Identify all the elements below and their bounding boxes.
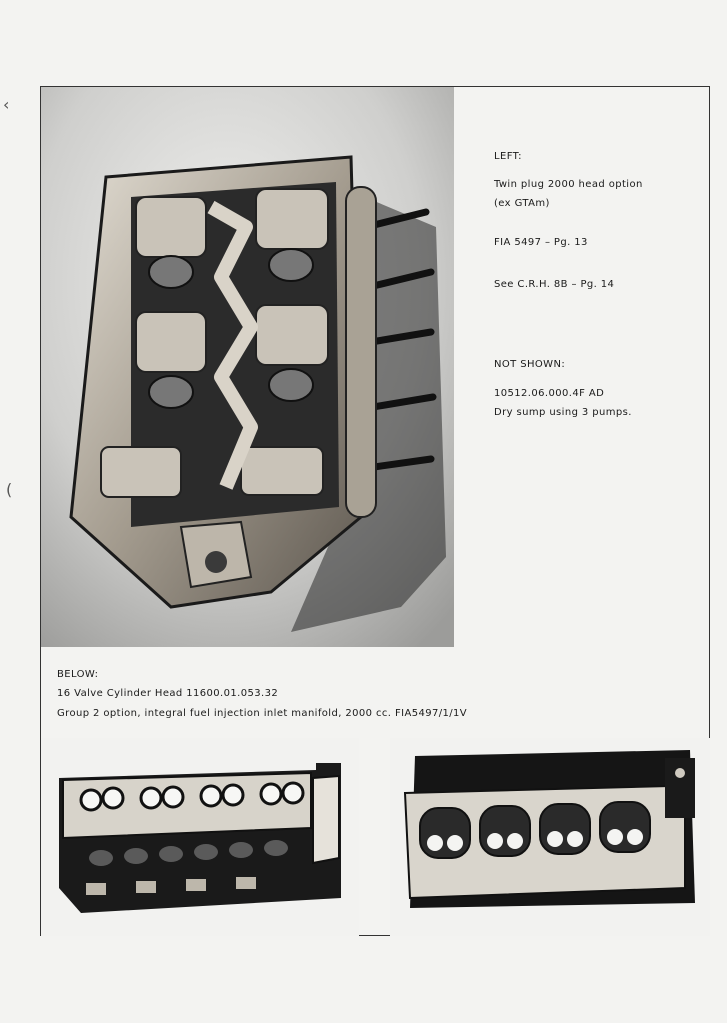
not-shown-line-2: Dry sump using 3 pumps. bbox=[494, 407, 632, 418]
below-line-1: 16 Valve Cylinder Head 11600.01.053.32 bbox=[57, 688, 279, 699]
cylinder-head-photo-bottom-right bbox=[390, 738, 710, 936]
left-line-3: FIA 5497 – Pg. 13 bbox=[494, 237, 588, 248]
left-line-2: (ex GTAm) bbox=[494, 198, 550, 209]
left-line-4: See C.R.H. 8B – Pg. 14 bbox=[494, 279, 615, 290]
left-heading: LEFT: bbox=[494, 151, 522, 162]
left-line-1: Twin plug 2000 head option bbox=[494, 179, 643, 190]
not-shown-heading: NOT SHOWN: bbox=[494, 359, 566, 370]
below-line-2: Group 2 option, integral fuel injection inlet manifold, 2000 cc. FIA5497/1/1V bbox=[57, 708, 468, 719]
below-heading: BELOW: bbox=[57, 669, 99, 680]
not-shown-line-1: 10512.06.000.4F AD bbox=[494, 388, 605, 399]
cylinder-head-photo-bottom-left bbox=[41, 738, 359, 936]
edge-mark-middle: ( bbox=[6, 480, 13, 499]
cylinder-head-photo-main bbox=[41, 87, 454, 647]
edge-mark-top: ‹ bbox=[3, 95, 10, 114]
